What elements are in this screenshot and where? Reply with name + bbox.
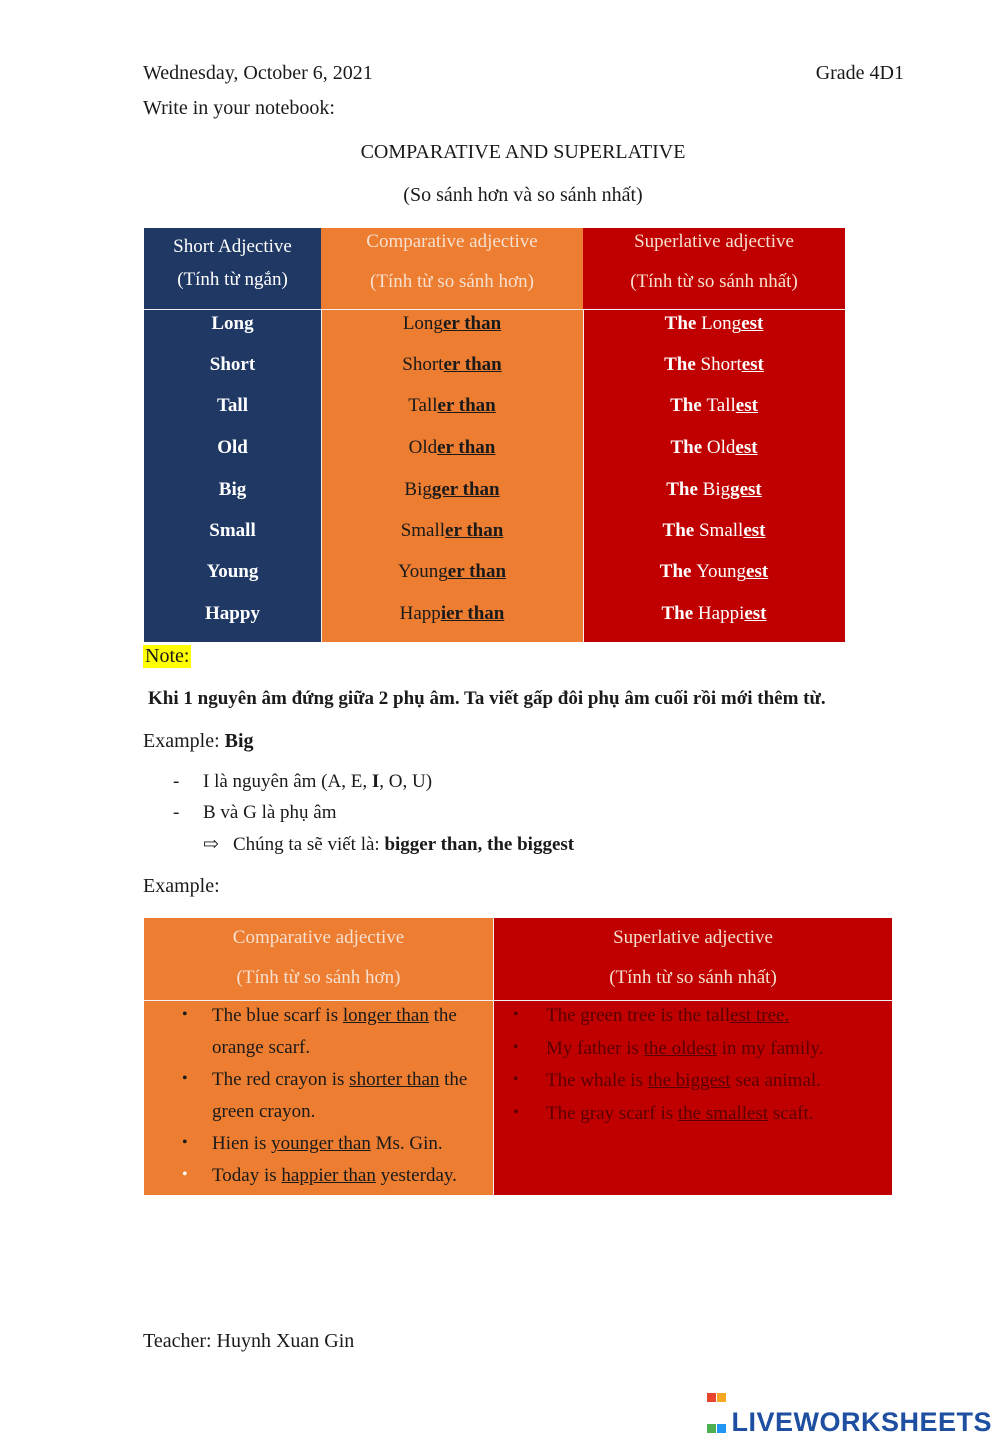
comparative-suffix: er than	[447, 561, 507, 582]
comparative-suffix: er than	[445, 520, 504, 541]
superlative-article: The	[670, 437, 707, 458]
sentence-text: yesterday.	[375, 1165, 457, 1186]
example-sentence-line	[546, 1000, 789, 1032]
superlative-article: The	[661, 603, 698, 624]
superlative-cell	[583, 476, 845, 504]
bullet-icon: •	[182, 1134, 188, 1151]
short-adjective-cell	[144, 517, 321, 545]
superlative-stem: Young	[696, 561, 747, 582]
superlative-stem: Small	[698, 520, 744, 541]
conclusion-bold: bigger than, the biggest	[384, 834, 575, 855]
header-line: Comparative adjective	[366, 231, 538, 252]
adjective-word: Long	[211, 313, 254, 334]
list-text: , O, U)	[379, 771, 433, 792]
superlative-suffix: est	[735, 437, 758, 458]
sentence-text: the	[428, 1005, 457, 1026]
bullet-icon: •	[513, 1103, 519, 1121]
date-text: Wednesday, October 6, 2021	[143, 62, 373, 84]
superlative-stem: Long	[701, 313, 742, 334]
comparative-phrase: younger than	[271, 1133, 371, 1154]
header-line: Superlative adjective	[634, 231, 794, 252]
superlative-suffix: est	[744, 603, 767, 624]
sentence-text: Hien is	[212, 1133, 272, 1154]
comparative-cell	[321, 600, 583, 628]
logo-icon	[706, 1378, 728, 1400]
example-sentence-line	[212, 1000, 457, 1032]
superlative-cell	[583, 600, 845, 628]
sentence-text: Today is	[212, 1165, 282, 1186]
comparative-example-header	[144, 918, 493, 998]
bullet-icon: •	[182, 1070, 188, 1087]
superlative-cell	[583, 434, 845, 462]
short-adjective-cell	[144, 558, 321, 586]
short-adjective-cell	[144, 351, 321, 379]
header-line: (Tính từ so sánh nhất)	[609, 967, 777, 988]
logo-text: LIVEWORKSHEETS	[731, 1407, 992, 1437]
comparative-cell	[321, 476, 583, 504]
bullet-icon: •	[513, 1006, 519, 1023]
page-title: COMPARATIVE AND SUPERLATIVE	[360, 141, 686, 163]
comparative-cell	[321, 558, 583, 586]
comparative-suffix: ger than	[431, 479, 500, 500]
example-sentence-line	[212, 1096, 315, 1128]
note-label: Note:	[145, 645, 190, 667]
example-line	[143, 730, 254, 753]
comparative-header	[321, 222, 583, 303]
adjective-word: Happy	[205, 603, 260, 624]
comparative-phrase: longer than	[342, 1005, 429, 1026]
adjective-word: Small	[209, 520, 256, 541]
sentence-text: The blue scarf is	[212, 1005, 343, 1026]
superlative-stem: Happi	[697, 603, 745, 624]
superlative-suffix: est	[741, 354, 764, 375]
short-adjective-cell	[144, 392, 321, 420]
sentence-text: The whale is	[546, 1070, 648, 1091]
sentence-text: sea animal.	[730, 1070, 821, 1091]
comparative-suffix: er than	[443, 354, 502, 375]
teacher-name: Teacher: Huynh Xuan Gin	[143, 1330, 355, 1352]
sentence-text: The red crayon is	[212, 1069, 350, 1090]
header-line: (Tính từ so sánh hơn)	[236, 967, 401, 988]
short-adjective-cell	[144, 434, 321, 462]
bullet-icon: •	[182, 1166, 188, 1183]
conclusion-line	[203, 833, 574, 856]
superlative-stem: Old	[706, 437, 736, 458]
superlative-suffix: est	[741, 313, 764, 334]
comparative-suffix: er than	[442, 313, 502, 334]
sentence-text: The green tree is the tall	[546, 1005, 731, 1026]
header-line: (Tính từ so sánh nhất)	[630, 271, 798, 292]
comparative-stem: Long	[402, 313, 443, 334]
example-sentence-line	[212, 1032, 310, 1064]
sentence-text: green crayon.	[212, 1101, 316, 1122]
comparative-suffix: er than	[437, 437, 496, 458]
comparative-stem: Small	[400, 520, 446, 541]
comparative-stem: Tall	[408, 395, 438, 416]
superlative-article: The	[662, 520, 699, 541]
example-sentence-line	[546, 1033, 823, 1065]
comparative-cell	[321, 310, 583, 338]
superlative-article: The	[664, 313, 702, 334]
superlative-article: The	[659, 561, 697, 582]
bullet-icon: •	[513, 1071, 519, 1088]
superlative-suffix: est	[735, 395, 758, 416]
comparative-phrase: shorter than	[349, 1069, 440, 1090]
adjective-word: Old	[217, 437, 248, 458]
sentence-text: My father is	[546, 1037, 644, 1059]
superlative-header	[583, 222, 845, 303]
adjective-word: Tall	[217, 395, 248, 416]
list-item	[173, 771, 432, 793]
comparative-phrase: happier than	[281, 1165, 376, 1186]
page-subtitle: (So sánh hơn và so sánh nhất)	[403, 184, 643, 206]
sentence-text: in my family.	[716, 1037, 824, 1059]
comparative-stem: Happ	[399, 603, 441, 624]
grade-text: Grade 4D1	[815, 62, 904, 84]
superlative-cell	[583, 517, 845, 545]
arrow-icon: ⇨	[203, 834, 219, 855]
superlative-phrase: the oldest	[643, 1037, 717, 1059]
list-text-bold: I	[371, 771, 380, 792]
example-label: Example:	[143, 730, 225, 752]
rule-text: Khi 1 nguyên âm đứng giữa 2 phụ âm. Ta viết gấp đôi phụ âm cuối rồi mới thêm từ.	[148, 688, 826, 709]
list-item	[173, 802, 337, 824]
example-label: Example:	[143, 875, 220, 897]
short-adjective-cell	[144, 600, 321, 628]
superlative-cell	[583, 392, 845, 420]
header-line: (Tính từ so sánh hơn)	[370, 271, 534, 292]
comparative-stem: Old	[408, 437, 438, 458]
superlative-cell	[583, 558, 845, 586]
adjective-word: Big	[218, 479, 247, 500]
conclusion-text: Chúng ta sẽ viết là:	[233, 834, 385, 855]
example-sentence-line	[212, 1128, 443, 1160]
short-adjective-cell	[144, 476, 321, 504]
superlative-article: The	[670, 395, 707, 416]
list-text: I là nguyên âm (A, E,	[203, 771, 372, 792]
example-sentence-line	[546, 1098, 814, 1130]
example-sentence-line	[212, 1160, 457, 1192]
superlative-suffix: est	[743, 520, 766, 541]
superlative-stem: Tall	[706, 395, 736, 416]
comparative-cell	[321, 434, 583, 462]
bullet-icon: •	[182, 1006, 188, 1023]
comparative-stem: Big	[404, 479, 432, 500]
comparative-cell	[321, 517, 583, 545]
short-adjective-cell	[144, 310, 321, 338]
header-line: Short Adjective	[173, 236, 292, 257]
superlative-phrase: est tree.	[730, 1005, 790, 1026]
superlative-example-header	[494, 918, 892, 998]
comparative-suffix: er than	[437, 395, 496, 416]
example-word: Big	[224, 730, 254, 752]
bullet-icon: •	[513, 1038, 519, 1056]
sentence-text: scaft.	[768, 1102, 814, 1124]
superlative-phrase: the smallest	[677, 1102, 769, 1124]
header-line: Comparative adjective	[232, 927, 405, 948]
comparative-cell	[321, 392, 583, 420]
dash-bullet: -	[173, 771, 180, 792]
sentence-text: the	[439, 1069, 468, 1090]
superlative-suffix: gest	[730, 479, 762, 500]
sentence-text: The gray scarf is	[546, 1102, 678, 1124]
superlative-phrase: the biggest	[647, 1070, 731, 1091]
example-sentence-line	[212, 1064, 467, 1096]
header-line: Superlative adjective	[613, 927, 773, 948]
adjective-word: Young	[206, 561, 259, 582]
instruction-text: Write in your notebook:	[143, 97, 335, 119]
superlative-stem: Short	[700, 354, 742, 375]
comparative-cell	[321, 351, 583, 379]
example-sentence-line	[546, 1065, 821, 1097]
list-text: B và G là phụ âm	[203, 802, 337, 823]
superlative-suffix: est	[746, 561, 769, 582]
superlative-stem: Big	[702, 479, 731, 500]
sentence-text: orange scarf.	[212, 1037, 311, 1058]
comparative-stem: Short	[402, 354, 444, 375]
sentence-text: Ms. Gin.	[370, 1133, 443, 1154]
comparative-stem: Young	[397, 561, 448, 582]
superlative-article: The	[666, 479, 703, 500]
header-line: (Tính từ ngắn)	[177, 269, 288, 290]
superlative-cell	[583, 310, 845, 338]
short-adjective-header	[144, 230, 321, 311]
superlative-article: The	[664, 354, 701, 375]
superlative-cell	[583, 351, 845, 379]
adjective-word: Short	[209, 354, 256, 375]
liveworksheets-logo[interactable]	[706, 1378, 992, 1438]
comparative-suffix: ier than	[440, 603, 505, 624]
dash-bullet: -	[173, 802, 180, 823]
